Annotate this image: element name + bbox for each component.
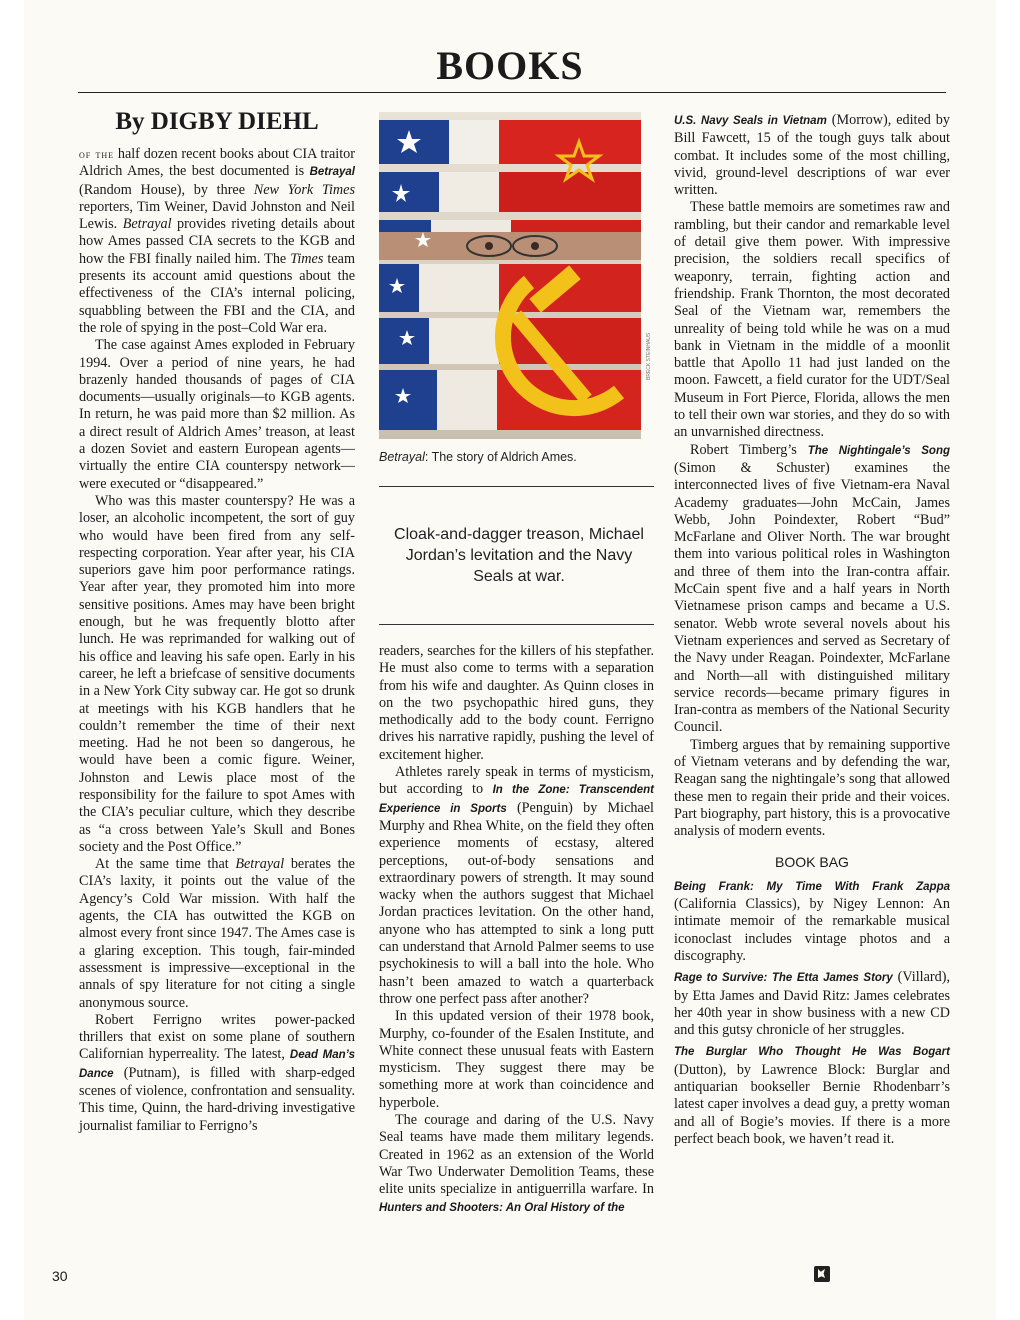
paragraph: Who was this master counterspy? He was a loser, an alcoholic incompetent, the sort of guy who would have been fired from any self-respecting corporation. Year after year, his CIA superiors gave him poor performance ratings. Year after year, they promoted him into more sensitive positions. Ames may have been bright enough, but he was frequently blotto after lunch. He was reprimanded for walking out of his office and leaving his safe open. Early in his career, he left a briefcase of sensitive documents in a New York City subway car. He got so drunk at meetings with his KGB handlers that he couldn’t remember the time of their next meeting. Had he not been so dangerous, he would have been a comic figure. Weiner, Johnston and Lewis place most of the responsibility for the failure to spot Ames with the CIA’s peculiar culture, which they describe as “a cross between Yale’s Skull and Bones society and the Post Office.” xyxy=(79,492,355,855)
book-title: In the Zone: Transcendent Experience in Sports xyxy=(379,784,654,815)
book-title: Rage to Survive: The Etta James Story xyxy=(674,972,893,985)
page-number: 30 xyxy=(52,1268,68,1284)
book-title: The Burglar Who Thought He Was Bogart xyxy=(674,1046,950,1059)
section-title: BOOKS xyxy=(436,43,584,88)
caption-text: : The story of Aldrich Ames. xyxy=(424,450,577,464)
byline: By DIGBY DIEHL xyxy=(115,108,319,135)
deck: Cloak-and-dagger treason, Michael Jordan’s levitation and the Navy Seals at war. xyxy=(394,526,644,585)
book-bag-entry: Being Frank: My Time With Frank Zappa (California Classics), by Nigey Lennon: An intimate memoir of the remarkable musical iconoclast includes vintage photos and a discography. xyxy=(674,880,950,964)
title-rule xyxy=(78,92,946,93)
paragraph: of the half dozen recent books about CIA traitor Aldrich Ames, the best documented is Betrayal (Random House), by three New York Times reporters, Tim Weiner, David Johnston and Neil Lewis. Betrayal provides riveting details about how Ames passed CIA secrets to the KGB and how the FBI finally nailed him. The Times team presents its account amid questions about the effectiveness of the CIA’s internal policing, squabbling between the FBI and the CIA, and the role of spying in the post–Cold War era. xyxy=(79,146,355,336)
book-title: Dead Man’s Dance xyxy=(79,1049,355,1080)
paragraph: Robert Ferrigno writes power-packed thrillers that exist on some plane of southern Californian hyperreality. The latest, Dead Man’s Dance (Putnam), is filled with sharp-edged scenes of violence, confrontation and sensuality. This time, Quinn, the hard-driving investigative journalist familiar to Ferrigno’s xyxy=(79,1011,355,1134)
paragraph: readers, searches for the killers of his stepfather. He must also come to terms with a separation from his wife and daughter. As Quinn closes in on the two psychopathic hired guns, they methodically add to the body count. Ferrigno drives his narrative rapidly, pushing the level of excitement higher. xyxy=(379,643,654,763)
paragraph: At the same time that Betrayal berates the CIA’s laxity, it points out the value of the Agency’s Cold War mission. With half the agents, the CIA has outwitted the KGB on almost every front since 1947. The Ames case is a glaring exception. This tough, fair-minded assessment is impressive—exceptional in the annals of spy literature for not citing a single anonymous source. xyxy=(79,856,355,1011)
caption-title: Betrayal xyxy=(379,450,425,464)
book-title: U.S. Navy Seals in Vietnam xyxy=(674,115,827,127)
deck-rule-bottom xyxy=(379,624,654,625)
paragraph: In this updated version of their 1978 book, Murphy, co-founder of the Esalen Institute, and White connect these unusual feats with Eastern mysticism. They suggest there may be something more at work than coincidence and hyperbole. xyxy=(379,1008,654,1111)
article-column-1 xyxy=(79,146,355,1135)
book-bag-entry: The Burglar Who Thought He Was Bogart (Dutton), by Lawrence Block: Burglar and antiquarian bookseller Bernie Rhodenbarr’s latest caper involves a dead guy, a pretty woman and all of Bogie’s movies. If there is a more perfect beach book, we haven’t read it. xyxy=(674,1046,950,1147)
book-bag-heading: BOOK BAG xyxy=(775,854,849,871)
photo-credit: BRECK STEINHAUS xyxy=(646,332,652,380)
book-title: The Nightingale’s Song xyxy=(807,444,950,457)
book-title: Betrayal xyxy=(309,166,355,179)
article-column-3 xyxy=(674,112,950,1152)
lead-in: of the xyxy=(79,147,115,161)
paragraph: The courage and daring of the U.S. Navy Seal teams have made them military legends. Created in 1962 as an extension of the World War Two Underwater Demolition Teams, these elite units specialize in antiguerrilla warfare. In Hunters and Shooters: An Oral History of the xyxy=(379,1112,654,1214)
illustration-caption xyxy=(379,450,654,464)
book-title: Hunters and Shooters: An Oral History of the xyxy=(379,1201,625,1214)
book-title: Being Frank: My Time With Frank Zappa xyxy=(674,880,950,893)
paragraph: These battle memoirs are sometimes raw and rambling, but their candor and remarkable level of detail give them power. With impressive precision, the soldiers recall specifics of weaponry, terrain, fighting action and friendship. Frank Thornton, the most decorated Seal of the Vietnam war, remembers the unreality of being told while he was on a mud bank in Vietnam in the middle of a moonlit battle that Apollo 11 had just landed on the moon. Fawcett, a field curator for the UDT/Seal Museum in Fort Pierce, Florida, allows the men to tell their own war stories, and they do so with an unvarnished directness. xyxy=(674,199,950,441)
paragraph: U.S. Navy Seals in Vietnam (Morrow), edited by Bill Fawcett, 15 of the tough guys talk about combat. It includes some of the most chilling, vivid, ground-level descriptions of war ever written. xyxy=(674,112,950,199)
paragraph: Timberg argues that by remaining supportive of Vietnam veterans and by defending the war, Reagan sang the nightingale’s song that allowed these men to regain their pride and their voices. Part biography, part history, this is a provocative analysis of modern events. xyxy=(674,736,950,840)
paragraph: The case against Ames exploded in February 1994. Over a period of nine years, he had brazenly handed thousands of pages of CIA documents—usually originals—to KGB agents. In return, he was paid more than $2 million. As a direct result of Aldrich Ames’ treason, at least a dozen Soviet and eastern European agents—virtually the entire CIA counterspy network—were executed or “disappeared.” xyxy=(79,337,355,492)
rabbit-end-mark-icon xyxy=(814,1266,830,1282)
article-column-2 xyxy=(379,643,654,1217)
deck-rule-top xyxy=(379,486,654,487)
flag-illustration xyxy=(379,112,641,439)
flag-illustration-art xyxy=(379,112,641,439)
paragraph: Athletes rarely speak in terms of mysticism, but according to In the Zone: Transcendent Experience in Sports (Penguin) by Michael Murphy and Rhea White, on the field they often experience moments of ecstasy, altered perceptions, out-of-body sensations and extraordinary powers of strength. It may sound wacky when the authors suggest that Michael Jordan practices levitation. On the other hand, anyone who has attempted to sink a long putt can understand that Arnold Palmer seems to use psychokinesis to will a ball into the hole. Who hasn’t been amazed to watch a quarterback throw one perfect pass after another? xyxy=(379,764,654,1007)
paragraph: Robert Timberg’s The Nightingale’s Song (Simon & Schuster) examines the interconnected lives of five Vietnam-era Naval Academy graduates—John McCain, James Webb, John Poindexter, Robert “Bud” McFarlane and Oliver North. The war brought them into various political roles in Washington and three of them into the Iran-contra affair. McCain spent five and a half years in North Vietnamese prison camps and became a U.S. senator. Webb wrote several novels about his Vietnam experiences and served as Secretary of the Navy under Reagan. Poindexter, McFarlane and North—all with distinguished military service records—became primary figures in Iran-contra as members of the National Security Council. xyxy=(674,441,950,736)
book-bag-entry: Rage to Survive: The Etta James Story (Villard), by Etta James and David Ritz: James celebrates her 40th year in show business with a new CD and this gutsy chronicle of her struggles. xyxy=(674,969,950,1039)
magazine-page xyxy=(24,0,996,1320)
